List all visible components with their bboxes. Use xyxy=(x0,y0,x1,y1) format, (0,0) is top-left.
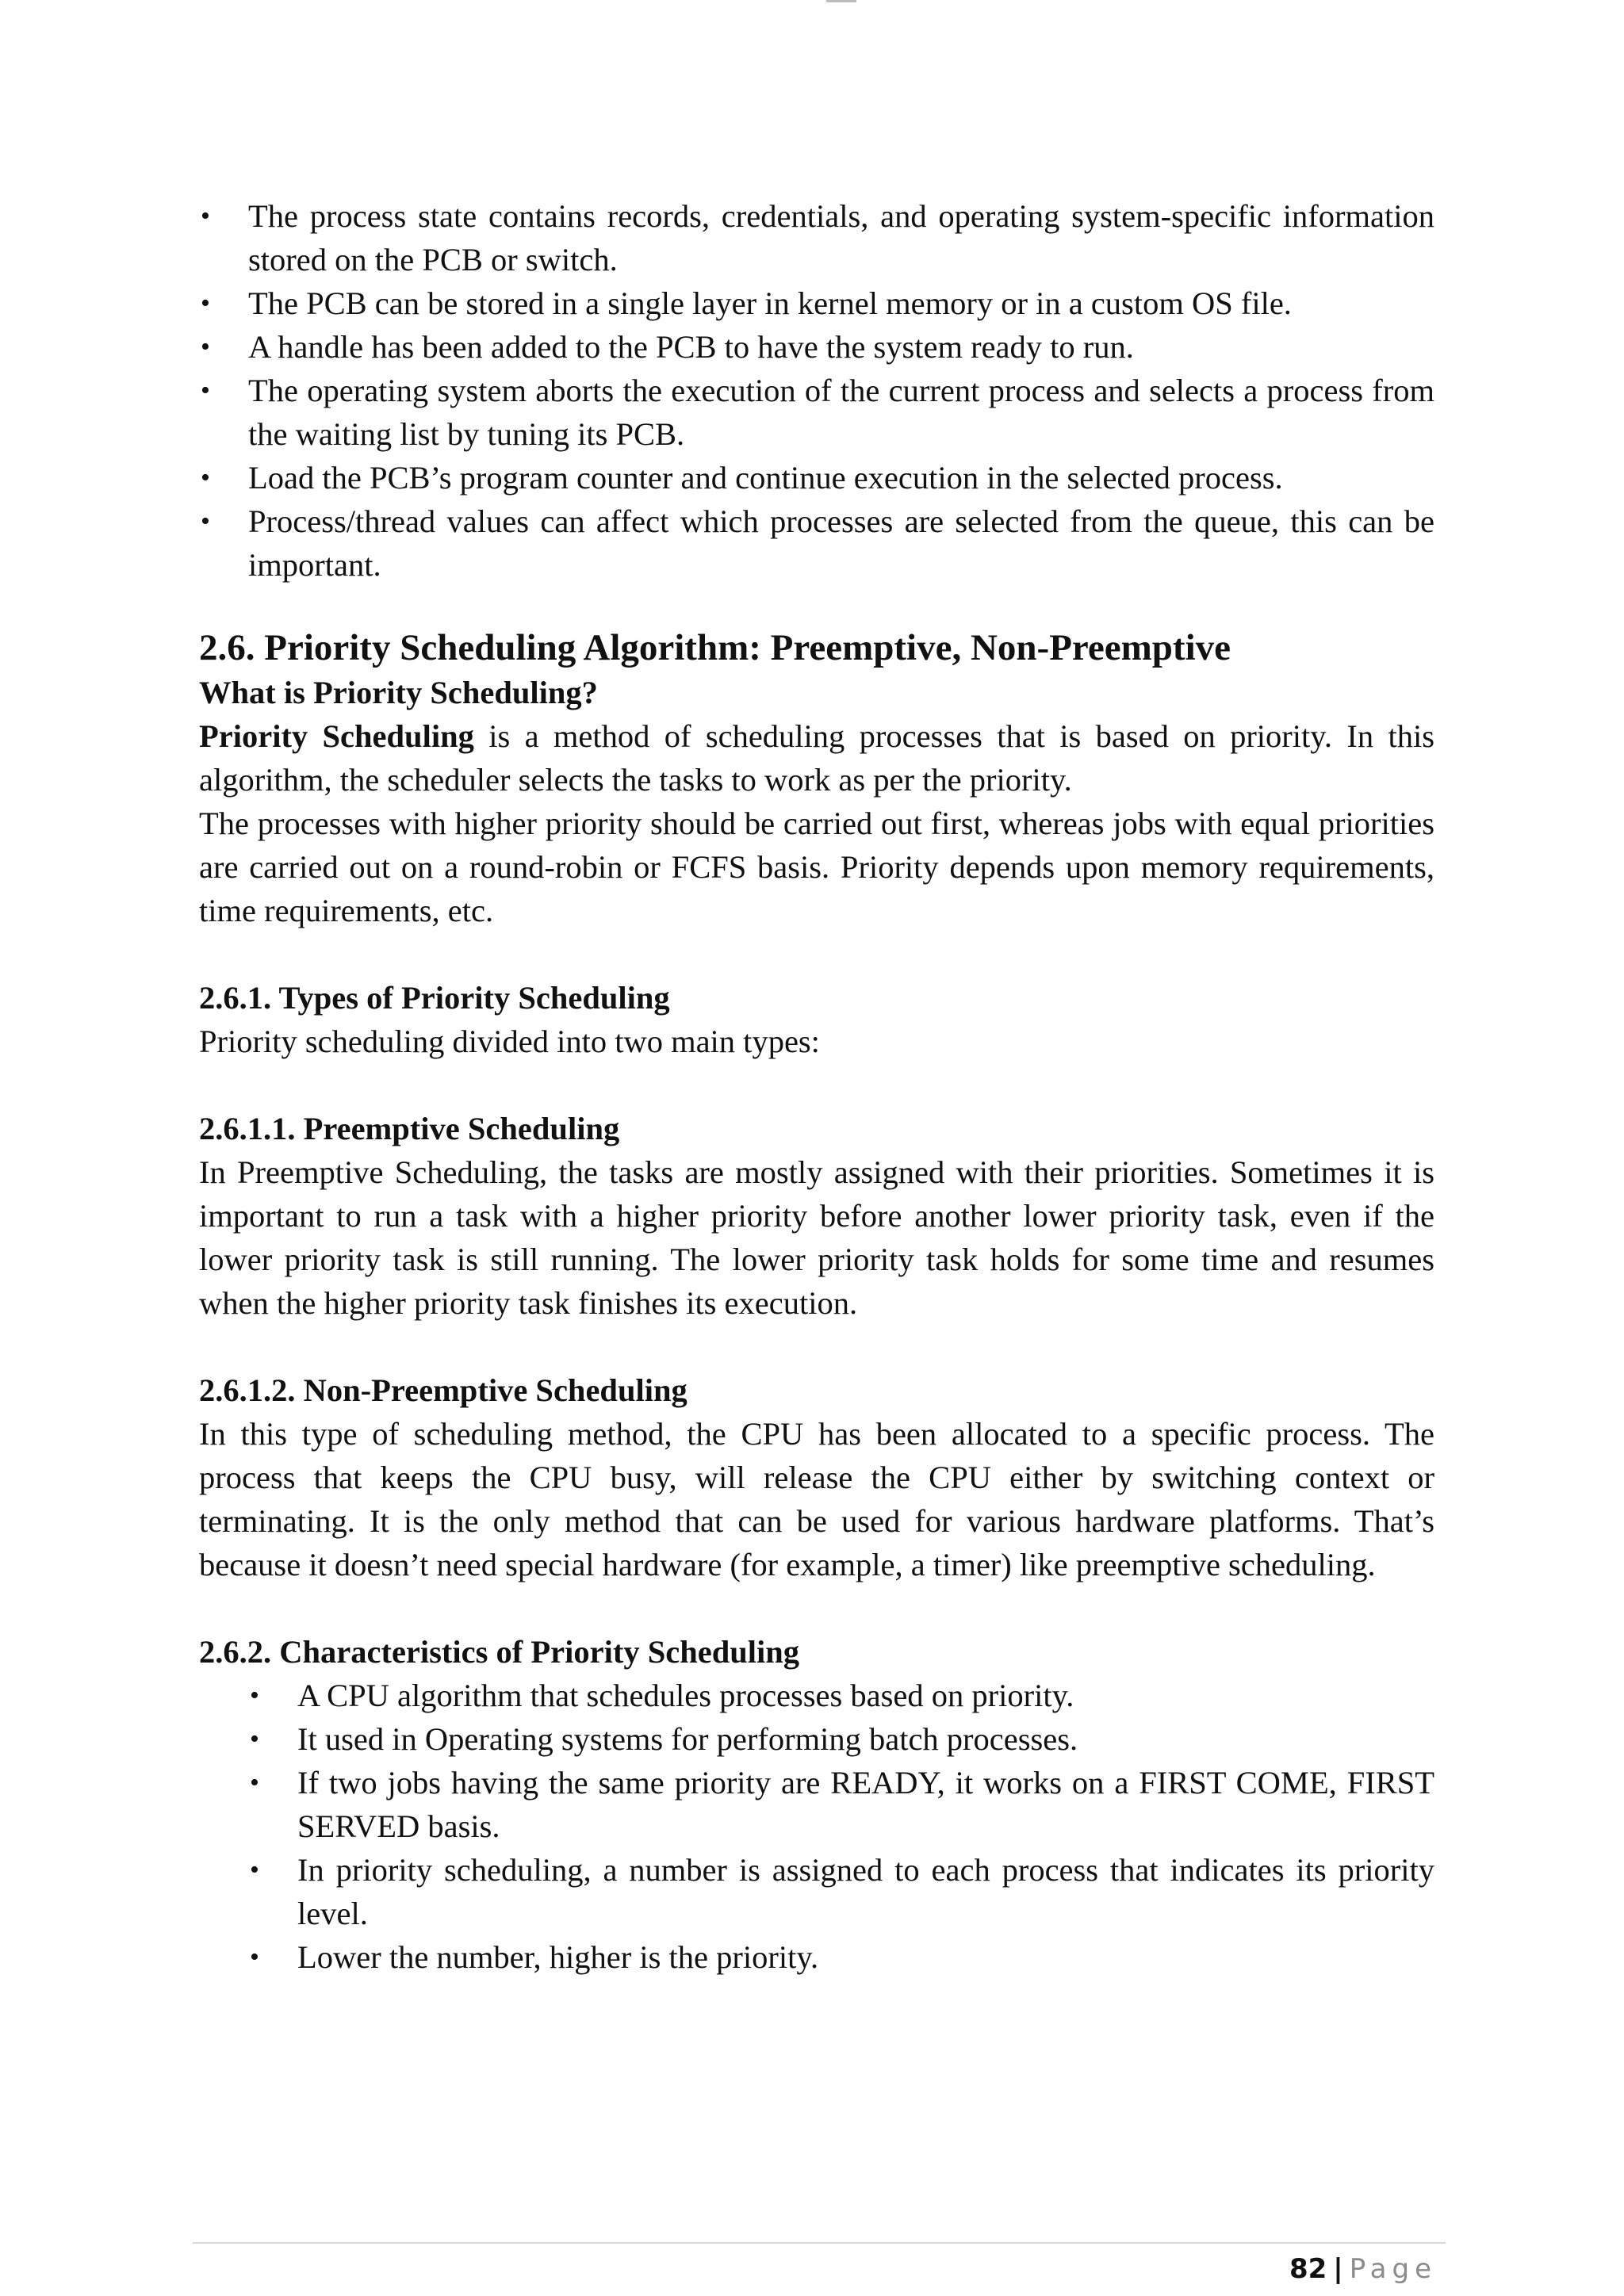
preemptive-heading: 2.6.1.1. Preemptive Scheduling xyxy=(199,1111,620,1146)
page-footer xyxy=(1289,2250,1437,2288)
list-item: • The operating system aborts the execution of the current process and selects a process from the waiting list by tuning its PCB. xyxy=(199,369,1434,456)
intro-text: is a method of scheduling processes that is based on priority. In this algorithm, the scheduler selects the tasks to work as per the priority. xyxy=(199,718,1434,798)
list-item: • Lower the number, higher is the priority. xyxy=(248,1935,1434,1979)
page-content xyxy=(199,194,1434,1979)
characteristics-list xyxy=(248,1674,1434,1979)
list-item: • In priority scheduling, a number is assigned to each process that indicates its priority level. xyxy=(248,1848,1434,1935)
nonpreemptive-heading: 2.6.1.2. Non-Preemptive Scheduling xyxy=(199,1372,688,1408)
nonpreemptive-text: In this type of scheduling method, the CPU has been allocated to a specific process. The process that keeps the CPU busy, will release the CPU either by switching context or terminating. It is the only method that can be used for various hardware platforms. That’s because it doesn’t need special hardware (for example, a timer) like preemptive scheduling. xyxy=(199,1416,1434,1582)
list-item: • A CPU algorithm that schedules processes based on priority. xyxy=(248,1674,1434,1717)
list-item: • If two jobs having the same priority are READY, it works on a FIRST COME, FIRST SERVED basis. xyxy=(248,1761,1434,1848)
header-mark xyxy=(826,0,856,2)
intro-bold-term: Priority Scheduling xyxy=(199,718,474,754)
list-item: • Load the PCB’s program counter and continue execution in the selected process. xyxy=(199,456,1434,499)
list-item: • It used in Operating systems for performing batch processes. xyxy=(248,1717,1434,1761)
types-text: Priority scheduling divided into two main types: xyxy=(199,1024,820,1059)
intro-paragraph xyxy=(199,714,1434,802)
list-item: • Process/thread values can affect which processes are selected from the queue, this can be important. xyxy=(199,499,1434,587)
footer-divider xyxy=(193,2242,1446,2244)
list-item: • The PCB can be stored in a single layer in kernel memory or in a custom OS file. xyxy=(199,281,1434,325)
priority-paragraph: The processes with higher priority should be carried out first, whereas jobs with equal priorities are carried out on a round-robin or FCFS basis. Priority depends upon memory requirements, time requirements, etc. xyxy=(199,806,1434,928)
list-item: • The process state contains records, credentials, and operating system-specific information stored on the PCB or switch. xyxy=(199,194,1434,281)
section-subheading: What is Priority Scheduling? xyxy=(199,675,598,710)
page-label: Page xyxy=(1349,2253,1437,2285)
preemptive-text: In Preemptive Scheduling, the tasks are mostly assigned with their priorities. Sometimes it is important to run a task with a higher priority before another lower priority task, even if the lower priority task is still running. The lower priority task holds for some time and resumes when the higher priority task finishes its execution. xyxy=(199,1154,1434,1321)
characteristics-heading: 2.6.2. Characteristics of Priority Scheduling xyxy=(199,1634,800,1670)
pcb-bullet-list xyxy=(199,194,1434,587)
section-heading: 2.6. Priority Scheduling Algorithm: Preemptive, Non-Preemptive xyxy=(199,627,1231,668)
page-number: 82 xyxy=(1289,2253,1327,2285)
types-heading: 2.6.1. Types of Priority Scheduling xyxy=(199,980,670,1016)
footer-separator: | xyxy=(1333,2253,1343,2285)
list-item: • A handle has been added to the PCB to have the system ready to run. xyxy=(199,325,1434,369)
